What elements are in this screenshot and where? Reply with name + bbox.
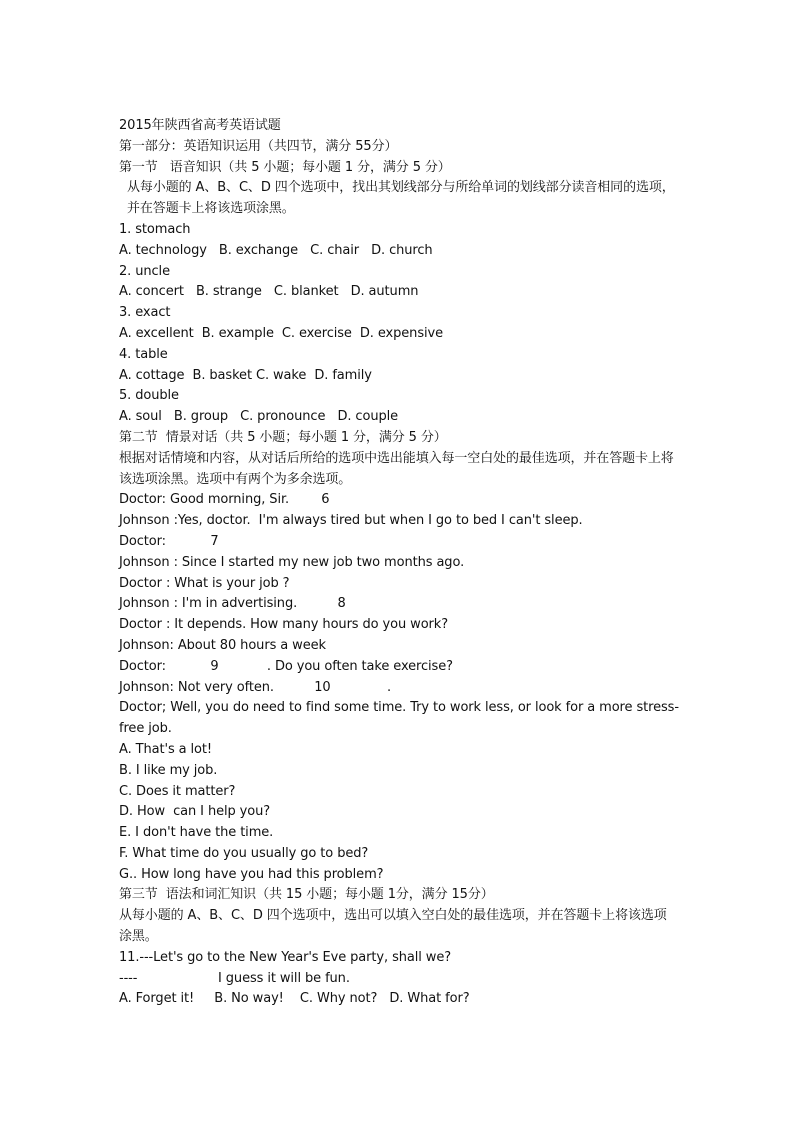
- dialogue-line: Doctor : What is your job ?: [119, 575, 290, 591]
- question-4-options: A. cottage B. basket C. wake D. family: [119, 367, 372, 383]
- question-5-options: A. soul B. group C. pronounce D. couple: [119, 409, 399, 425]
- dialogue-option: E. I don't have the time.: [119, 825, 274, 841]
- dialogue-line: Doctor: 9 . Do you often take exercise?: [119, 658, 453, 674]
- dialogue-line: Doctor: Good morning, Sir. 6: [119, 492, 330, 508]
- exam-page: [119, 116, 679, 1010]
- question-3: 3. exact: [119, 305, 171, 321]
- question-2-options: A. concert B. strange C. blanket D. autumn: [119, 284, 419, 300]
- dialogue-line: Doctor: 7: [119, 533, 219, 549]
- question-1-options: A. technology B. exchange C. chair D. church: [119, 242, 433, 258]
- question-5: 5. double: [119, 388, 179, 404]
- section3-instructions: 从每小题的 A、B、C、D 四个选项中，选出可以填入空白处的最佳选项，并在答题卡上将该选项涂黑。: [119, 908, 667, 945]
- dialogue-line: Johnson : Since I started my new job two months ago.: [119, 554, 465, 570]
- dialogue-line: Doctor; Well, you do need to find some time. Try to work less, or look for a more stress-free job.: [119, 700, 679, 737]
- question-11: 11.---Let's go to the New Year's Eve party, shall we?: [119, 949, 452, 965]
- dialogue-option: D. How can I help you?: [119, 804, 271, 820]
- question-3-options: A. excellent B. example C. exercise D. expensive: [119, 325, 443, 341]
- dialogue-line: Johnson: About 80 hours a week: [119, 637, 326, 653]
- section1-instructions: 从每小题的 A、B、C、D 四个选项中，找出其划线部分与所给单词的划线部分读音相同的选项，并在答题卡上将该选项涂黑。: [127, 180, 675, 217]
- dialogue-line: Johnson : I'm in advertising. 8: [119, 596, 346, 612]
- dialogue-line: Doctor : It depends. How many hours do you work?: [119, 617, 449, 633]
- dialogue-line: Johnson :Yes, doctor. I'm always tired but when I go to bed I can't sleep.: [119, 513, 583, 529]
- dialogue-option: F. What time do you usually go to bed?: [119, 845, 369, 861]
- section1-heading: 第一节 语音知识（共 5 小题；每小题 1 分，满分 5 分）: [119, 159, 451, 175]
- question-11-options: A. Forget it! B. No way! C. Why not? D. What for?: [119, 991, 470, 1007]
- dialogue-option: B. I like my job.: [119, 762, 218, 778]
- dialogue-option: A. That's a lot!: [119, 741, 213, 757]
- section2-heading: 第二节 情景对话（共 5 小题；每小题 1 分，满分 5 分）: [119, 429, 447, 445]
- question-11-reply: ---- I guess it will be fun.: [119, 970, 350, 986]
- question-2: 2. uncle: [119, 263, 170, 279]
- part1-heading: 第一部分：英语知识运用（共四节，满分 55分）: [119, 138, 398, 154]
- dialogue-option: G.. How long have you had this problem?: [119, 866, 384, 882]
- question-1: 1. stomach: [119, 221, 191, 237]
- section3-heading: 第三节 语法和词汇知识（共 15 小题；每小题 1分，满分 15分）: [119, 887, 494, 903]
- section2-instructions: 根据对话情境和内容，从对话后所给的选项中选出能填入每一空白处的最佳选项，并在答题卡上将该选项涂黑。选项中有两个为多余选项。: [119, 450, 674, 487]
- dialogue-option: C. Does it matter?: [119, 783, 236, 799]
- exam-title: 2015年陕西省高考英语试题: [119, 118, 281, 133]
- dialogue-line: Johnson: Not very often. 10 .: [119, 679, 392, 695]
- question-4: 4. table: [119, 346, 168, 362]
